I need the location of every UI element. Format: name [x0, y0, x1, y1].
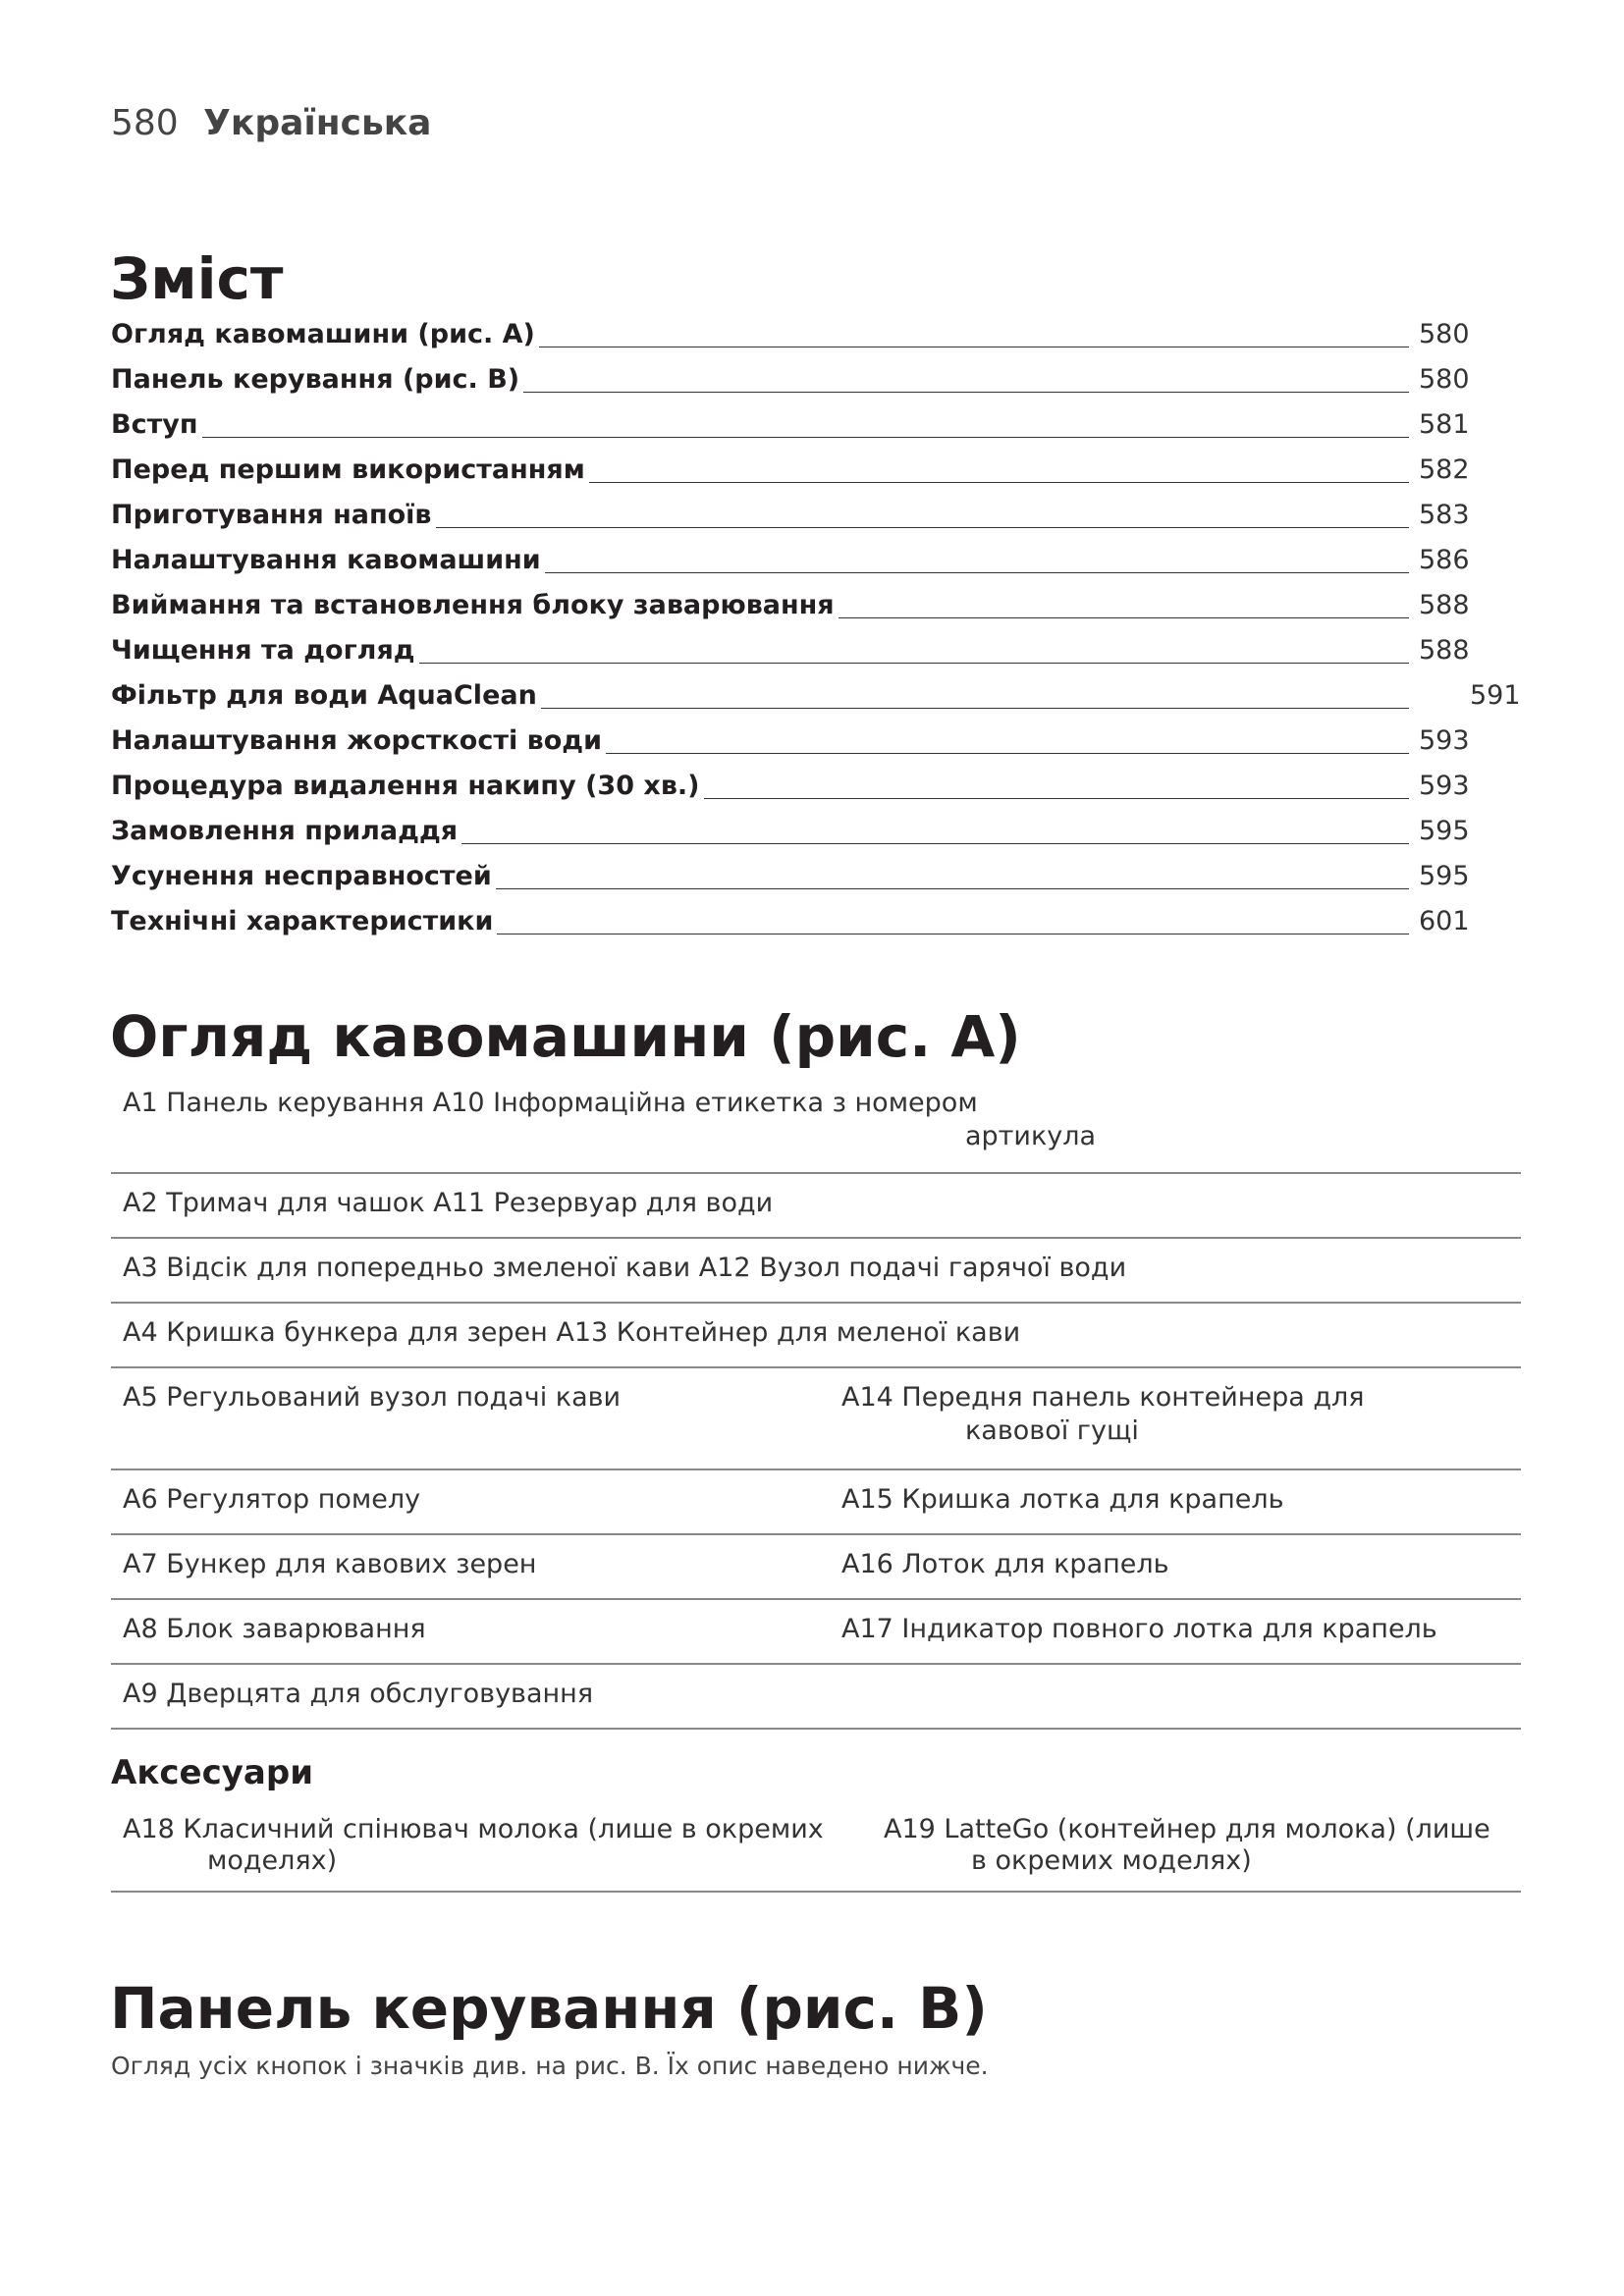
part-item: A2 Тримач для чашок A11 Резервуар для води — [123, 1188, 774, 1218]
toc-entry-label: Усунення несправностей — [111, 861, 496, 891]
toc-entry[interactable] — [111, 856, 1525, 901]
toc-entry[interactable] — [111, 359, 1525, 404]
toc-entry-page: 593 — [1419, 771, 1470, 801]
toc-entry[interactable] — [111, 766, 1525, 811]
section-b-title: Панель керування (рис. B) — [110, 1975, 988, 2042]
part-item: A8 Блок заварювання — [123, 1614, 426, 1644]
parts-row — [111, 1600, 1521, 1665]
toc-entry-page: 588 — [1419, 590, 1470, 620]
toc-entry[interactable] — [111, 540, 1525, 585]
part-item-cont: артикула — [965, 1121, 1097, 1151]
part-item: A5 Регульований вузол подачі кави — [123, 1382, 622, 1413]
part-item: A16 Лоток для крапель — [841, 1549, 1169, 1579]
parts-row — [111, 1304, 1521, 1368]
page-header — [111, 103, 431, 143]
toc-entry-page: 595 — [1419, 861, 1470, 891]
toc-entry-page: 582 — [1419, 454, 1470, 485]
toc-entry-label: Технічні характеристики — [111, 906, 497, 936]
toc-entry[interactable] — [111, 630, 1525, 675]
toc-entry[interactable] — [111, 675, 1525, 721]
toc-entry-page: 580 — [1419, 364, 1470, 395]
part-item: A9 Дверцята для обслуговування — [123, 1679, 594, 1709]
toc-entry-label: Чищення та догляд — [111, 635, 419, 666]
toc-entry-label: Замовлення приладдя — [111, 816, 461, 846]
parts-row — [111, 1470, 1521, 1535]
section-a-title: Огляд кавомашини (рис. A) — [110, 1003, 1021, 1070]
part-item: A17 Індикатор повного лотка для крапель — [841, 1614, 1437, 1644]
parts-row — [111, 1080, 1521, 1174]
toc-entry-label: Вступ — [111, 409, 202, 440]
toc-entry-label: Приготування напоїв — [111, 500, 436, 530]
toc-entry-page: 601 — [1419, 906, 1470, 936]
parts-row — [111, 1239, 1521, 1304]
toc-entry-page: 580 — [1419, 319, 1470, 349]
page-number: 580 — [111, 103, 179, 143]
part-item: A15 Кришка лотка для крапель — [841, 1484, 1284, 1515]
parts-row — [111, 1174, 1521, 1239]
toc-entry[interactable] — [111, 901, 1525, 946]
toc-entry-page: 586 — [1419, 545, 1470, 575]
part-item: A14 Передня панель контейнера для — [841, 1382, 1365, 1413]
toc-entry-label: Налаштування кавомашини — [111, 545, 545, 575]
accessories-title: Аксесуари — [111, 1753, 314, 1792]
part-item: A7 Бункер для кавових зерен — [123, 1549, 537, 1579]
part-item: A4 Кришка бункера для зерен A13 Контейнер для меленої кави — [123, 1317, 1021, 1348]
toc-entry-label: Фільтр для води AquaClean — [111, 680, 541, 711]
parts-list — [111, 1080, 1521, 1730]
toc-title: Зміст — [110, 245, 284, 312]
part-item: A3 Відсік для попередньо змеленої кави A12 Вузол подачі гарячої води — [123, 1253, 1127, 1283]
parts-row — [111, 1368, 1521, 1470]
part-item: A1 Панель керування A10 Інформаційна етикетка з номером — [123, 1088, 978, 1118]
toc-entry-page: 588 — [1419, 635, 1470, 666]
parts-row — [111, 1535, 1521, 1600]
toc-entry-label: Перед першим використанням — [111, 454, 589, 485]
toc-entry[interactable] — [111, 450, 1525, 495]
language-label: Українська — [203, 103, 432, 143]
section-b-text: Огляд усіх кнопок і значків див. на рис. B. Їх опис наведено нижче. — [111, 2052, 989, 2080]
accessory-a18: A18 Класичний спінювач молока (лише в окремих — [123, 1814, 824, 1844]
toc-leader-line — [111, 437, 1409, 438]
toc-entry-label: Процедура видалення накипу (30 хв.) — [111, 771, 704, 801]
accessory-a19: A19 LatteGo (контейнер для молока) (лише — [884, 1814, 1490, 1844]
parts-row — [111, 1665, 1521, 1730]
accessory-a19-cont: в окремих моделях) — [971, 1845, 1252, 1876]
accessory-a18-cont: моделях) — [207, 1845, 338, 1876]
toc-entry-page: 581 — [1419, 409, 1470, 440]
accessories-row — [111, 1808, 1521, 1893]
toc-entry[interactable] — [111, 811, 1525, 856]
toc-entry[interactable] — [111, 495, 1525, 540]
toc-entry-page: 595 — [1419, 816, 1470, 846]
table-of-contents — [111, 314, 1525, 946]
toc-entry-page: 583 — [1419, 500, 1470, 530]
toc-entry-page: 593 — [1419, 725, 1470, 756]
toc-entry-label: Огляд кавомашини (рис. A) — [111, 319, 539, 349]
toc-entry-label: Виймання та встановлення блоку заварювання — [111, 590, 839, 620]
toc-entry-label: Налаштування жорсткості води — [111, 725, 606, 756]
part-item: A6 Регулятор помелу — [123, 1484, 421, 1515]
toc-entry[interactable] — [111, 721, 1525, 766]
part-item-cont: кавової гущі — [965, 1415, 1139, 1446]
toc-entry[interactable] — [111, 404, 1525, 450]
toc-entry[interactable] — [111, 314, 1525, 359]
toc-entry-page: 591 — [1470, 680, 1521, 711]
toc-entry[interactable] — [111, 585, 1525, 630]
toc-entry-label: Панель керування (рис. B) — [111, 364, 523, 395]
